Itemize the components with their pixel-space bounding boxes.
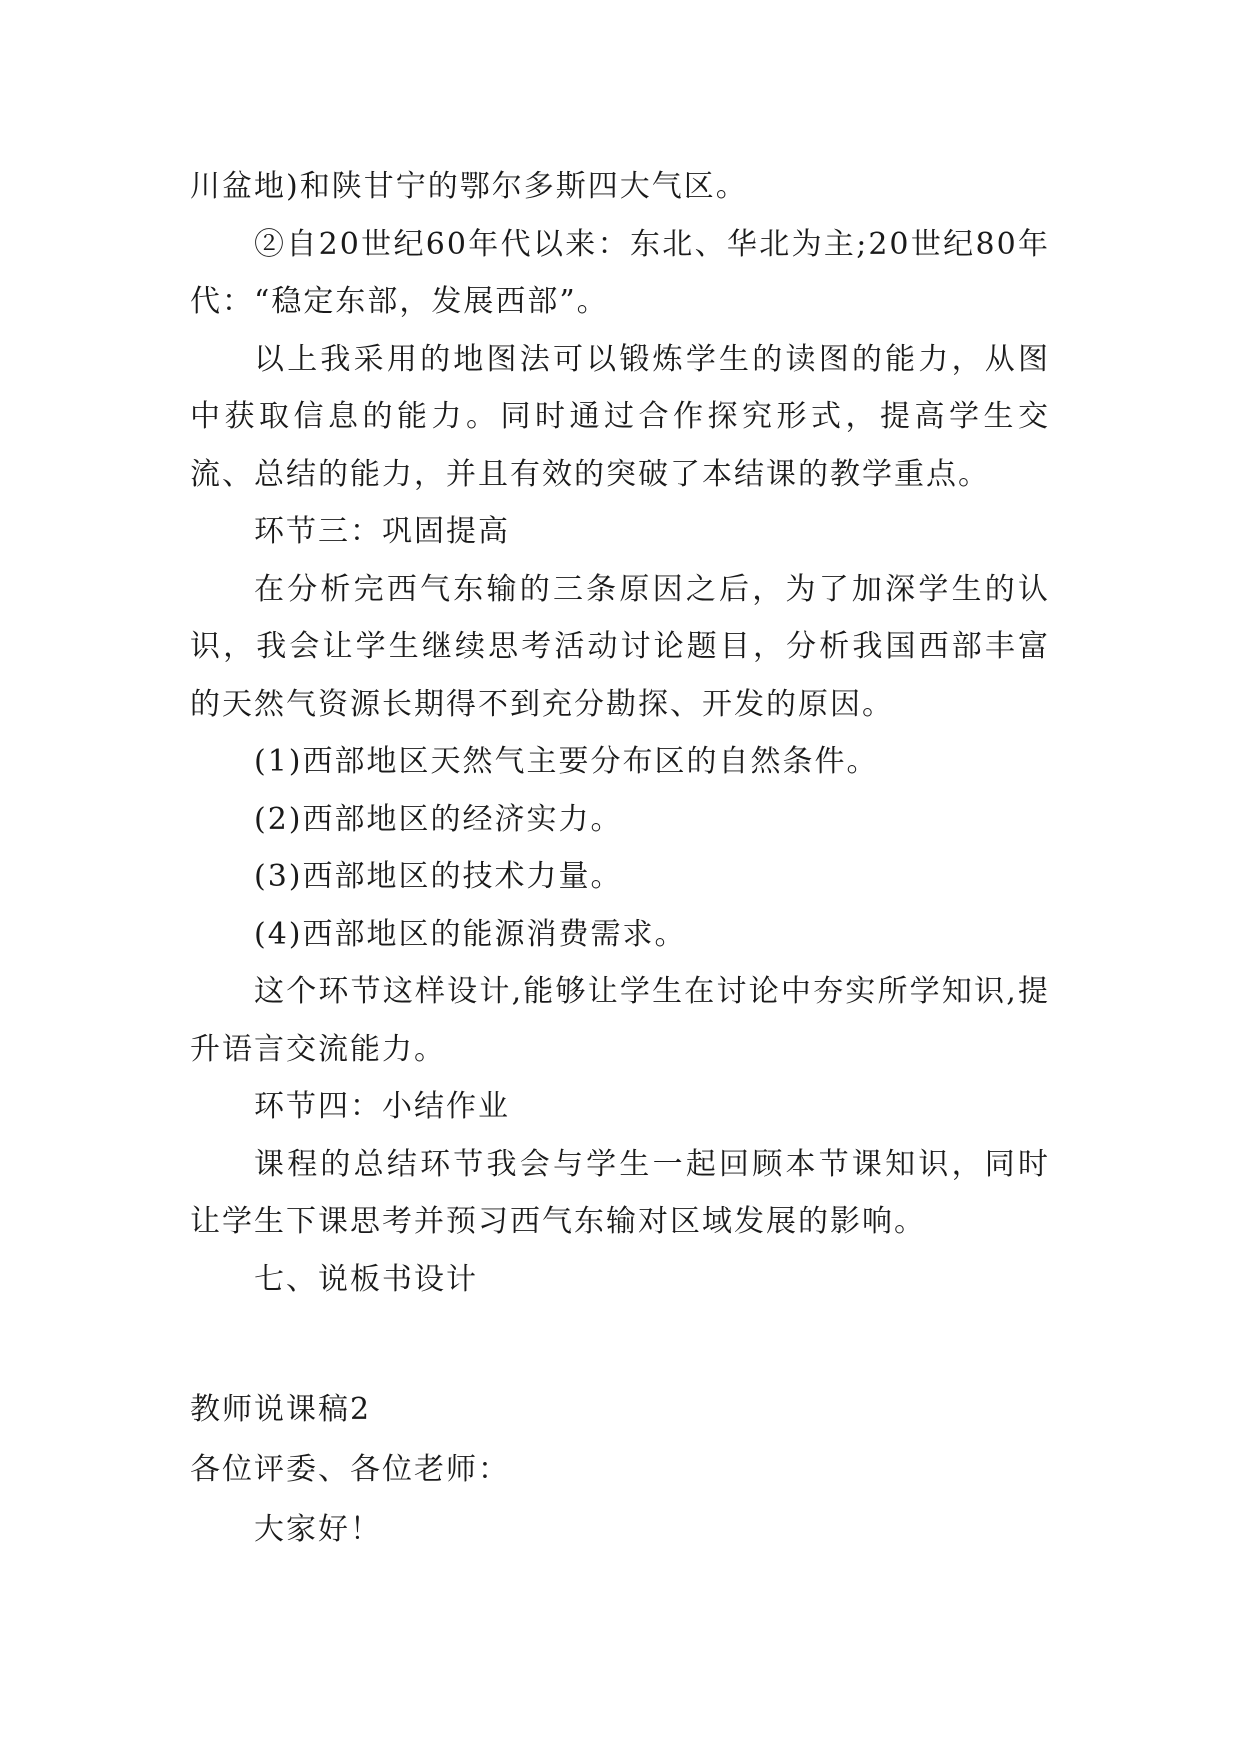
- heading-step-four: 环节四：小结作业: [254, 1089, 510, 1124]
- list-item-3: (3)西部地区的技术力量。: [254, 859, 623, 894]
- list-item-2: (2)西部地区的经济实力。: [254, 801, 623, 837]
- paragraph-continuation: 川盆地)和陕甘宁的鄂尔多斯四大气区。: [190, 169, 748, 204]
- greeting: 大家好！: [254, 1512, 382, 1547]
- paragraph-gas-history: ②自20世纪60年代以来：东北、华北为主;20世纪80年代：“稳定东部，发展西部”。: [190, 226, 1050, 319]
- paragraph-discussion: 在分析完西气东输的三条原因之后，为了加深学生的认识，我会让学生继续思考活动讨论题目，分析我国西部丰富的天然气资源长期得不到充分勘探、开发的原因。: [190, 571, 1050, 722]
- paragraph-summary: 课程的总结环节我会与学生一起回顾本节课知识，同时让学生下课思考并预习西气东输对区域发展的影响。: [190, 1146, 1050, 1239]
- heading-blackboard-design: 七、说板书设计: [254, 1261, 478, 1297]
- salutation: 各位评委、各位老师：: [190, 1452, 510, 1487]
- section-title: 教师说课稿2: [190, 1392, 372, 1427]
- paragraph-design-rationale: 这个环节这样设计,能够让学生在讨论中夯实所学知识,提升语言交流能力。: [190, 974, 1050, 1067]
- document-body: [190, 158, 1050, 1560]
- paragraph-map-method: 以上我采用的地图法可以锻炼学生的读图的能力，从图中获取信息的能力。同时通过合作探究形式，提高学生交流、总结的能力，并且有效的突破了本结课的教学重点。: [190, 341, 1050, 492]
- list-item-4: (4)西部地区的能源消费需求。: [254, 916, 687, 952]
- heading-step-three: 环节三：巩固提高: [254, 514, 510, 549]
- list-item-1: (1)西部地区天然气主要分布区的自然条件。: [254, 744, 879, 779]
- section-gap: [190, 1308, 1050, 1380]
